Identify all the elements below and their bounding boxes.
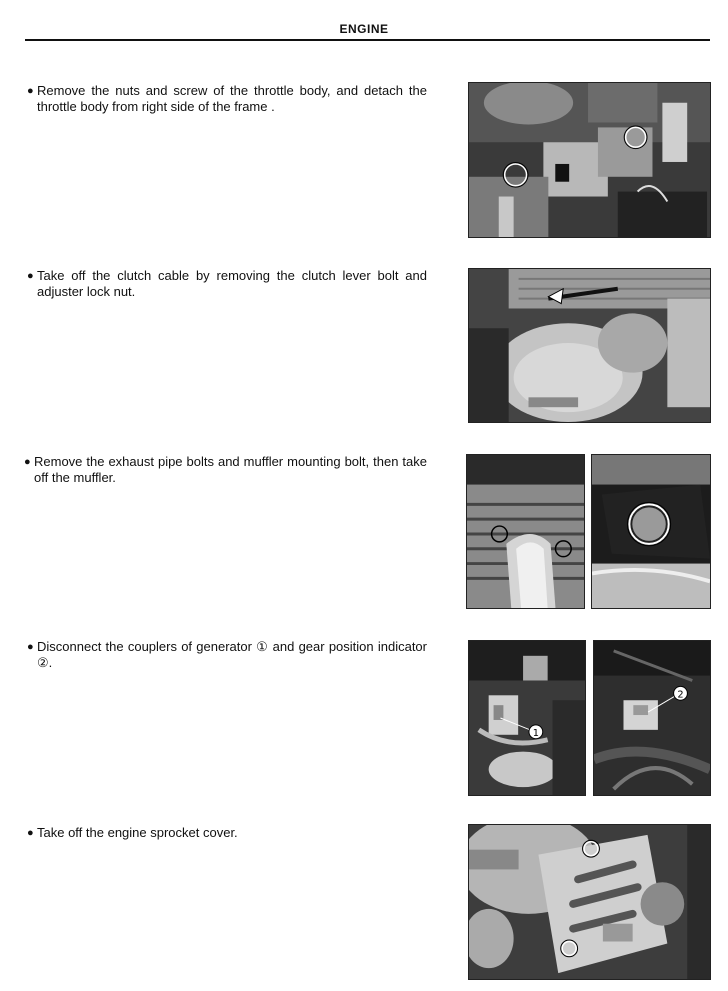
step-2-text: Take off the clutch cable by removing the clutch lever bolt and adjuster lock nut. <box>37 268 427 299</box>
step-3-text: Remove the exhaust pipe bolts and muffler mounting bolt, then take off the muffler. <box>34 454 427 485</box>
photo-clutch-cable <box>468 268 711 423</box>
photo-muffler-bolt <box>591 454 711 609</box>
step-1-text: Remove the nuts and screw of the throttle body, and detach the throttle body from right side of the frame . <box>37 83 427 114</box>
photo-sprocket-cover <box>468 824 711 980</box>
step-1 <box>27 83 427 115</box>
callout-2-text: 2 <box>677 689 684 701</box>
page-title: ENGINE <box>339 22 389 36</box>
step-3 <box>24 454 427 486</box>
callout-1-text: 1 <box>532 727 539 739</box>
bullet-icon: ● <box>24 456 31 468</box>
photo-gear-indicator-coupler <box>593 640 711 796</box>
photo-exhaust-pipe <box>466 454 585 609</box>
bullet-icon: ● <box>27 827 34 839</box>
step-5-text: Take off the engine sprocket cover. <box>37 825 238 840</box>
step-4 <box>27 639 427 671</box>
bullet-icon: ● <box>27 270 34 282</box>
step-4-text: Disconnect the couplers of generator ① and gear position indicator ②. <box>37 639 427 670</box>
step-2 <box>27 268 427 300</box>
photo-throttle-body <box>468 82 711 238</box>
photo-generator-coupler <box>468 640 586 796</box>
step-5 <box>27 825 427 841</box>
header-divider <box>25 39 710 41</box>
bullet-icon: ● <box>27 85 34 97</box>
bullet-icon: ● <box>27 641 34 653</box>
